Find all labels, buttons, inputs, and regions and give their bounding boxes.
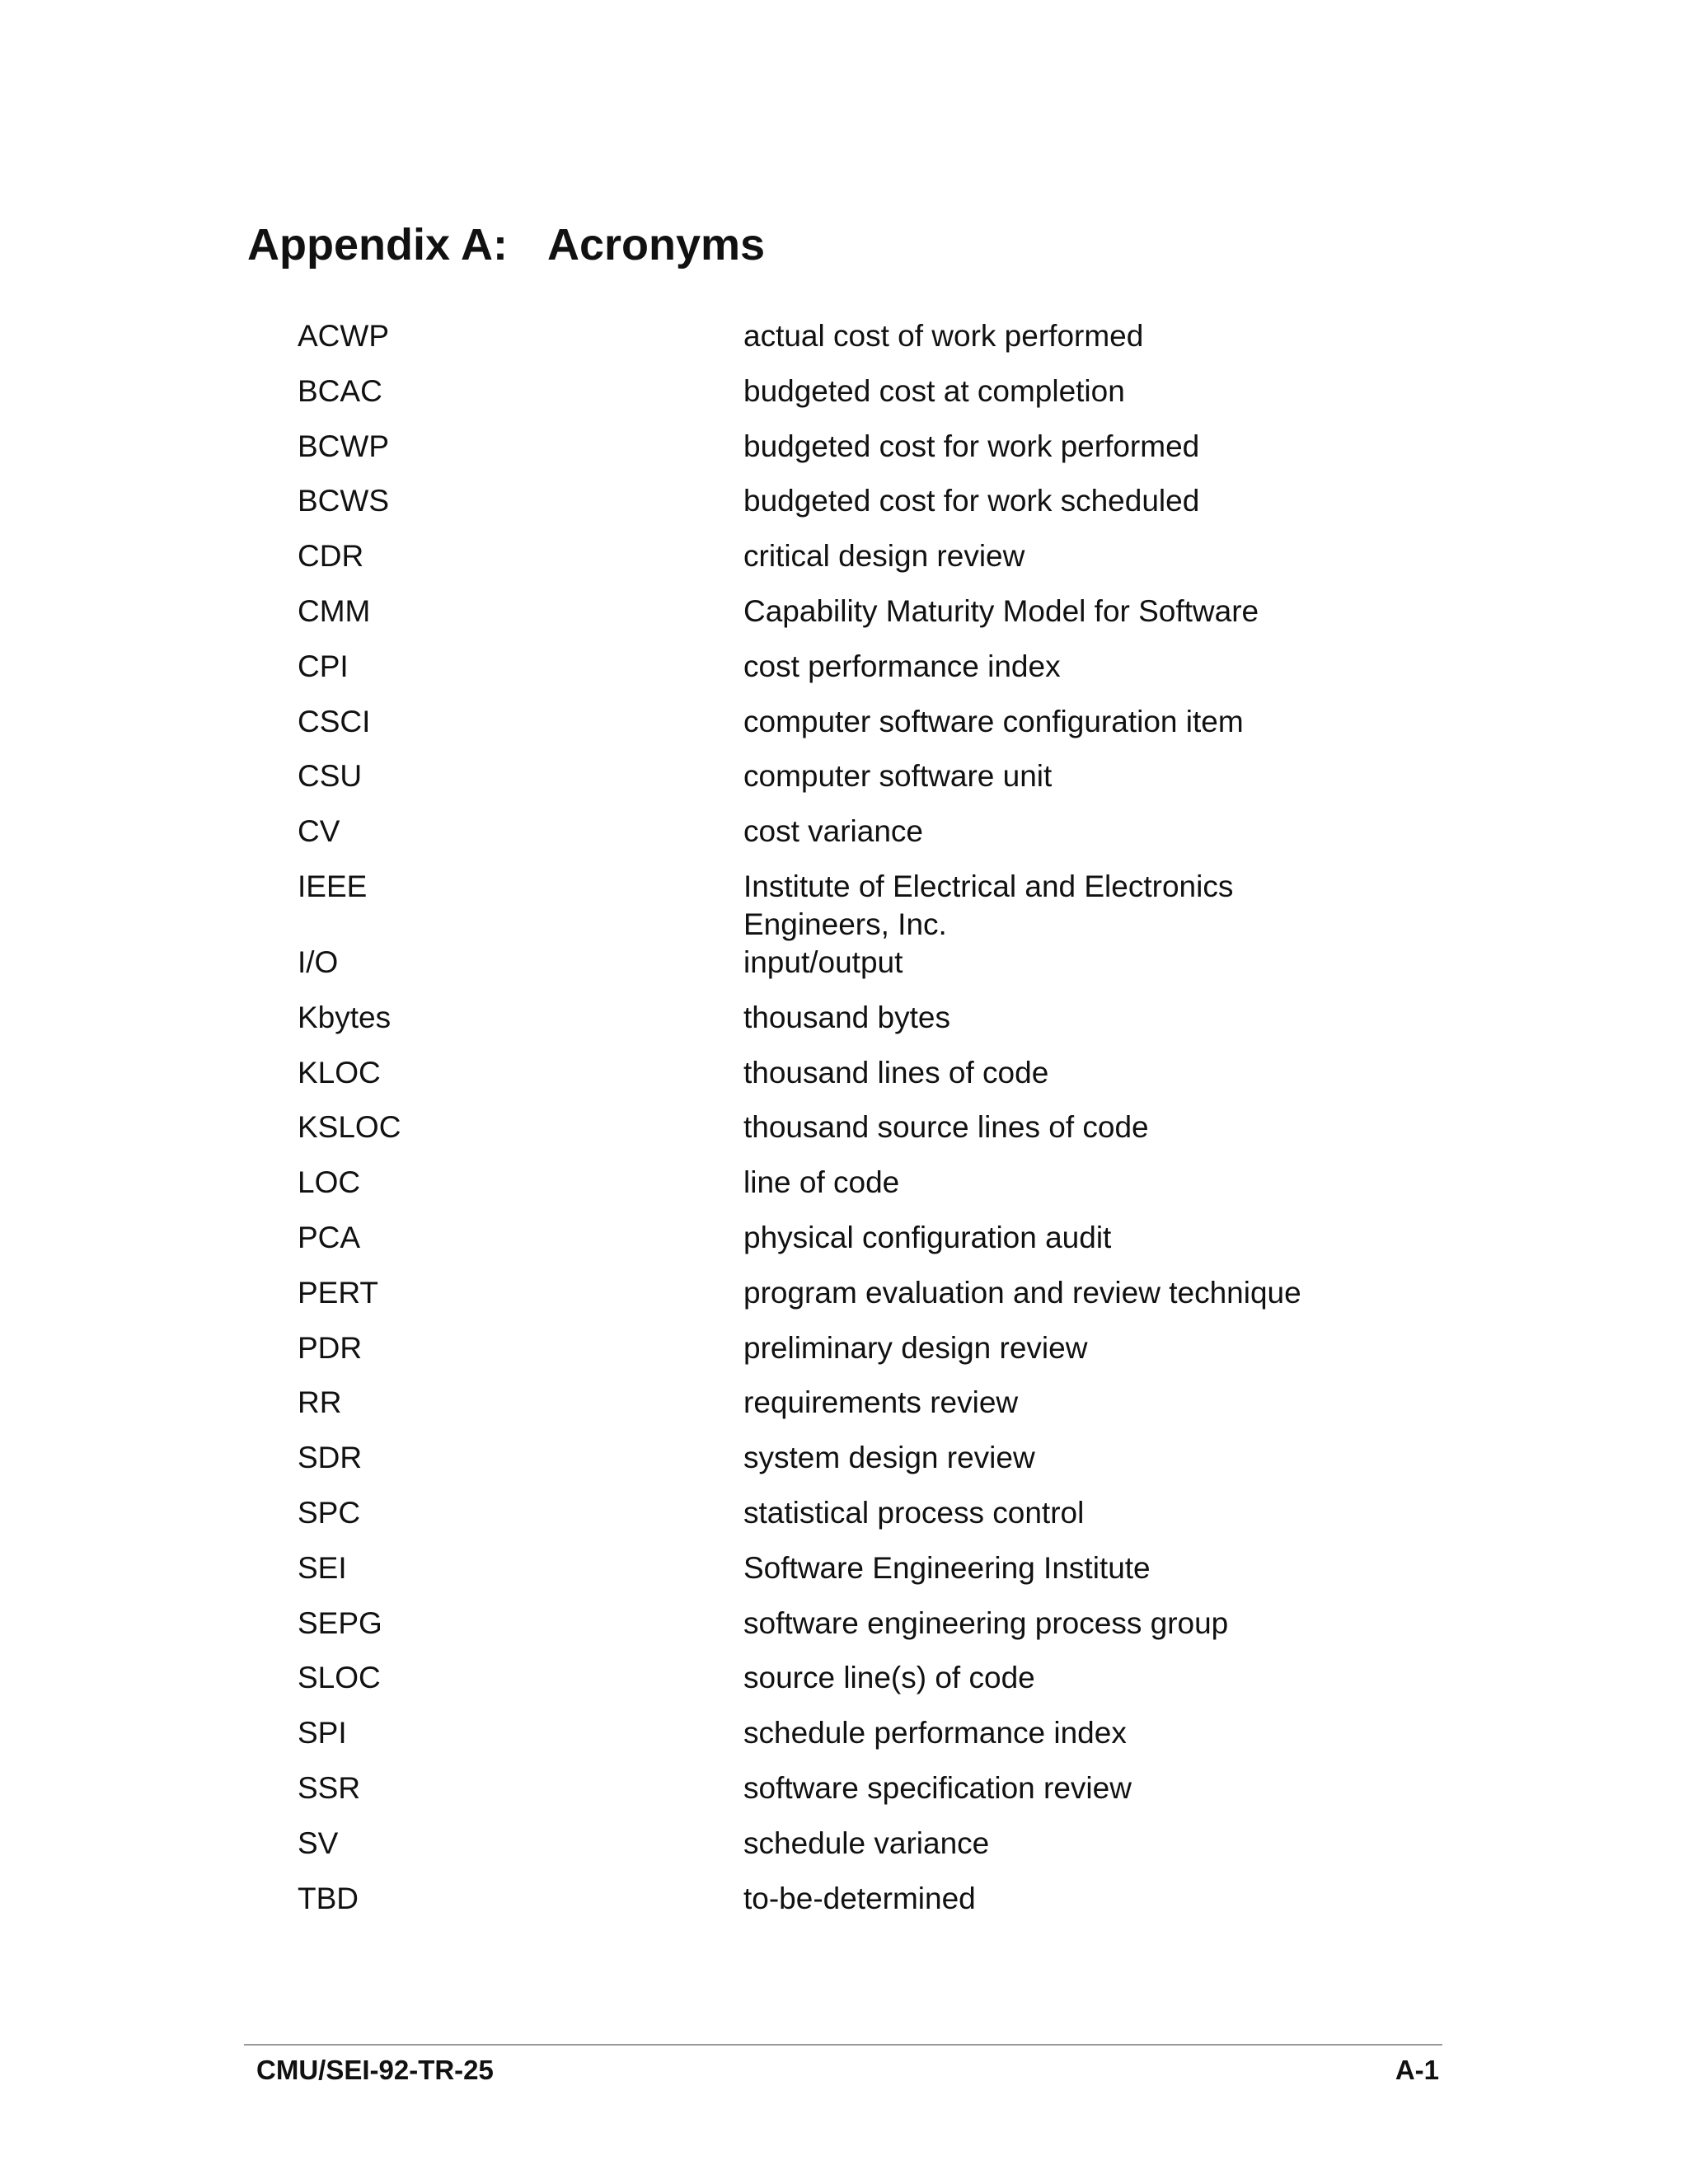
acronym-row [298,703,1418,758]
acronym-term: SLOC [298,1661,381,1695]
acronym-term: PCA [298,1220,361,1254]
acronym-row [298,1384,1418,1439]
acronym-term: SSR [298,1770,361,1805]
acronym-definition: actual cost of work performed [743,319,1144,353]
acronym-row [298,317,1418,373]
appendix-label: Appendix A: [247,220,508,269]
acronym-row [298,813,1418,868]
footer-report-id: CMU/SEI-92-TR-25 [256,2055,494,2085]
acronym-row [298,1714,1418,1769]
acronym-definition: computer software configuration item [743,704,1244,738]
acronym-term: KLOC [298,1055,381,1090]
acronym-row [298,1605,1418,1660]
appendix-title: Acronyms [547,220,766,269]
acronym-definition: schedule performance index [743,1716,1127,1750]
acronym-row [298,1219,1418,1274]
acronym-row [298,1054,1418,1109]
acronym-row [298,757,1418,813]
acronym-row [298,944,1418,999]
acronym-term: SDR [298,1441,363,1475]
acronym-row [298,1274,1418,1329]
acronym-term: CMM [298,593,371,628]
acronym-definition: Capability Maturity Model for Software [743,593,1259,628]
acronym-term: SPI [298,1716,347,1750]
acronym-term: Kbytes [298,1000,392,1034]
acronym-term: SEI [298,1550,347,1585]
acronym-definition: program evaluation and review technique [743,1275,1301,1310]
acronym-term: SEPG [298,1605,382,1640]
acronym-term: CSU [298,759,363,794]
acronym-definition: Software Engineering Institute [743,1550,1151,1585]
acronym-term: CPI [298,649,349,683]
acronym-definition: critical design review [743,539,1025,574]
acronym-row [298,1494,1418,1549]
acronym-row [298,999,1418,1054]
acronym-term: BCWP [298,429,389,463]
acronym-definition: budgeted cost for work performed [743,429,1200,463]
acronym-definition: thousand lines of code [743,1055,1049,1090]
acronym-definition: physical configuration audit [743,1220,1112,1254]
acronym-term: KSLOC [298,1110,401,1145]
acronym-definition: input/output [743,944,903,979]
acronym-row [298,428,1418,483]
acronym-definition: computer software unit [743,759,1053,794]
acronym-term: LOC [298,1165,361,1200]
acronym-definition: preliminary design review [743,1330,1088,1365]
acronym-term: PERT [298,1275,379,1310]
acronym-term: I/O [298,944,339,979]
acronym-definition: software engineering process group [743,1605,1229,1640]
acronym-term: CDR [298,539,364,574]
acronym-term: SV [298,1825,339,1860]
acronym-definition: source line(s) of code [743,1661,1035,1695]
footer-page-number: A-1 [1395,2055,1439,2085]
acronym-row [298,1164,1418,1219]
acronym-row [298,373,1418,428]
acronym-term: ACWP [298,319,389,353]
acronym-row [298,1439,1418,1494]
acronym-row [298,1549,1418,1605]
acronym-row [298,593,1418,648]
acronym-definition: budgeted cost at completion [743,373,1125,408]
acronym-list [298,317,1418,1934]
acronym-definition: cost performance index [743,649,1061,683]
acronym-definition: statistical process control [743,1495,1085,1530]
acronym-definition: line of code [743,1165,900,1200]
acronym-row [298,648,1418,703]
acronym-row [298,1659,1418,1714]
acronym-row [298,1329,1418,1385]
acronym-definition: system design review [743,1441,1035,1475]
acronym-term: CSCI [298,704,371,738]
acronym-row [298,482,1418,537]
acronym-definition: requirements review [743,1385,1019,1420]
acronym-row [298,1880,1418,1935]
acronym-definition: thousand bytes [743,1000,950,1034]
acronym-row [298,868,1418,944]
acronym-term: SPC [298,1495,361,1530]
acronym-term: CV [298,814,340,849]
acronym-definition: thousand source lines of code [743,1110,1149,1145]
acronym-term: TBD [298,1881,359,1915]
acronym-term: PDR [298,1330,363,1365]
page-title [247,221,765,269]
acronym-row [298,1769,1418,1825]
acronym-term: IEEE [298,869,368,903]
acronym-row [298,1825,1418,1880]
acronym-definition: cost variance [743,814,923,849]
footer-divider [244,2044,1442,2046]
acronym-term: BCWS [298,484,389,518]
acronym-row [298,537,1418,593]
acronym-definition: software specification review [743,1770,1132,1805]
acronym-definition: to-be-determined [743,1881,976,1915]
acronym-definition: schedule variance [743,1825,990,1860]
acronym-definition: Institute of Electrical and Electronics Engineers, Inc. [743,869,1234,941]
acronym-row [298,1108,1418,1164]
acronym-definition: budgeted cost for work scheduled [743,484,1200,518]
acronym-term: BCAC [298,373,382,408]
acronym-term: RR [298,1385,342,1420]
